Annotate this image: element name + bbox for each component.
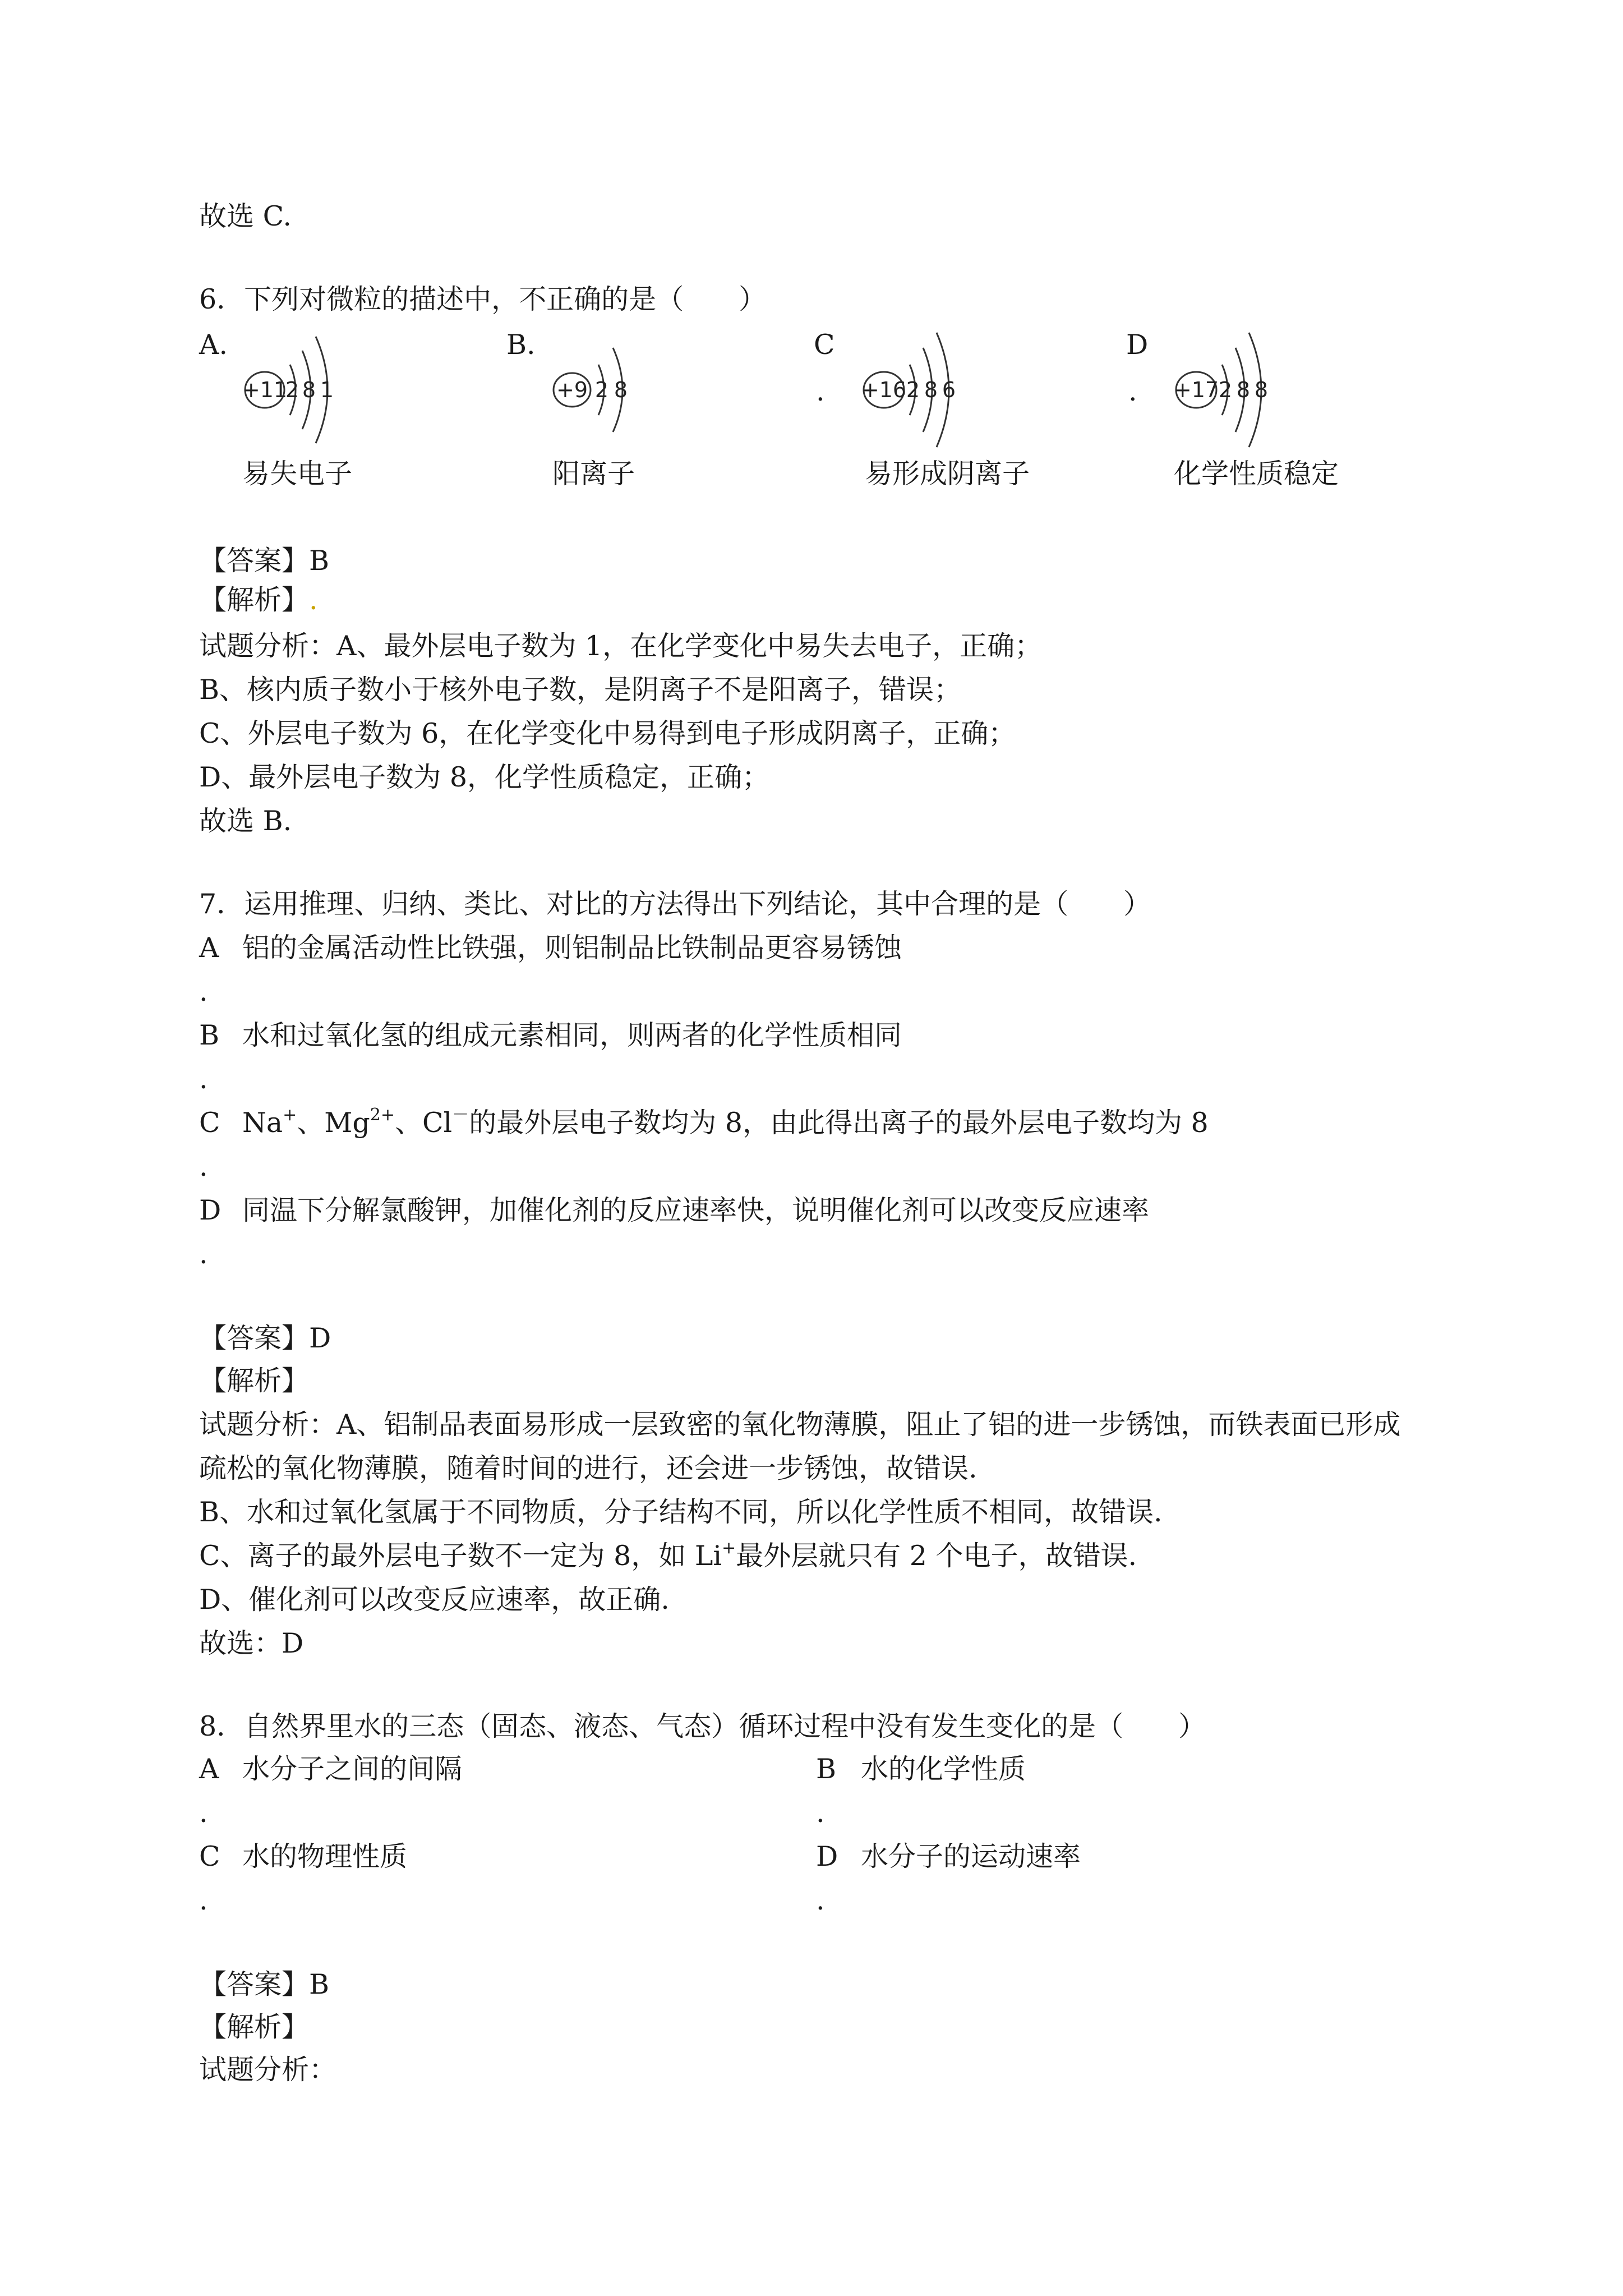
q7-option-b-dot: . <box>199 1063 208 1095</box>
q7-option-a-dot: . <box>199 976 208 1007</box>
q8-option-c-letter: C <box>199 1841 220 1872</box>
q8-option-a-dot: . <box>199 1797 208 1829</box>
q6-a-shell-1: 2 <box>285 378 299 402</box>
q7-option-b-text: 水和过氧化氢的组成元素相同，则两者的化学性质相同 <box>242 1019 902 1051</box>
q6-analysis-line-2: B、核内质子数小于核外电子数，是阴离子不是阳离子，错误； <box>199 674 962 706</box>
q7-c-cl-charge: － <box>452 1105 469 1125</box>
q6-analysis-line-3: C、外层电子数为 6，在化学变化中易得到电子形成阴离子，正确； <box>199 717 1016 749</box>
q7-answer: 【答案】D <box>199 1322 331 1354</box>
q8-option-a-text: 水分子之间的间隔 <box>242 1753 463 1785</box>
q7-analysis-line-5: 故选：D <box>199 1627 304 1659</box>
q7-c-na: Na <box>242 1107 283 1139</box>
q7-analysis-heading: 【解析】 <box>199 1365 310 1397</box>
q8-option-b-text: 水的化学性质 <box>861 1753 1026 1785</box>
q8-option-d-dot: . <box>816 1884 825 1916</box>
q7-c-cl: 、Cl <box>395 1107 453 1139</box>
q6-option-c-atom-diagram <box>857 323 986 457</box>
q6-b-nucleus: +9 <box>556 378 588 402</box>
q6-c-nucleus: +16 <box>861 378 907 402</box>
q6-d-shell-3: 8 <box>1254 378 1269 402</box>
q6-analysis-line-1: 试题分析：A、最外层电子数为 1，在化学变化中易失去电子，正确； <box>199 630 1043 662</box>
q6-option-a-letter: A. <box>199 329 228 361</box>
q6-option-c-dot: . <box>816 375 825 407</box>
q8-option-c-dot: . <box>199 1884 208 1916</box>
q6-analysis-line-4: D、最外层电子数为 8，化学性质稳定，正确； <box>199 761 770 793</box>
q7-option-d-text: 同温下分解氯酸钾，加催化剂的反应速率快，说明催化剂可以改变反应速率 <box>242 1194 1150 1226</box>
q8-option-b-dot: . <box>816 1797 825 1829</box>
q6-c-shell-3: 6 <box>942 378 956 402</box>
previous-conclusion: 故选 C. <box>199 200 292 232</box>
q6-option-c-caption: 易形成阴离子 <box>865 458 1030 490</box>
q7-analysis-line-2: 疏松的氧化物薄膜，随着时间的进行，还会进一步锈蚀，故错误. <box>199 1452 978 1484</box>
q7-option-a-text: 铝的金属活动性比铁强，则铝制品比铁制品更容易锈蚀 <box>242 932 902 964</box>
q7-analysis-c-pre: C、离子的最外层电子数不一定为 8，如 Li <box>199 1540 722 1572</box>
q6-answer: 【答案】B <box>199 545 330 577</box>
q6-a-shell-3: 1 <box>320 378 334 402</box>
q7-option-d-dot: . <box>199 1238 208 1270</box>
q7-option-d-letter: D <box>199 1194 222 1226</box>
q8-option-c-text: 水的物理性质 <box>242 1841 408 1872</box>
q6-a-shell-2: 8 <box>302 378 316 402</box>
q7-analysis-line-4: D、催化剂可以改变反应速率，故正确. <box>199 1584 670 1616</box>
q7-analysis-line-c <box>199 1539 1137 1573</box>
q7-c-mg-charge: 2+ <box>370 1105 395 1125</box>
q6-b-shell-1: 2 <box>594 378 609 402</box>
q7-c-rest: 的最外层电子数均为 8，由此得出离子的最外层电子数均为 8 <box>469 1107 1209 1139</box>
q6-option-b-atom-diagram <box>547 325 665 454</box>
q7-analysis-c-post: 最外层就只有 2 个电子，故错误. <box>736 1540 1137 1572</box>
q6-option-b-letter: B. <box>506 329 536 361</box>
q7-analysis-line-1: 试题分析：A、铝制品表面易形成一层致密的氧化物薄膜，阻止了铝的进一步锈蚀，而铁表面已形成 <box>199 1409 1401 1441</box>
q6-c-shell-2: 8 <box>924 378 938 402</box>
q6-option-d-letter: D <box>1126 329 1149 361</box>
q7-option-c-text <box>242 1106 1209 1140</box>
q8-option-d-letter: D <box>816 1841 838 1872</box>
q6-option-d-dot: . <box>1128 375 1137 407</box>
q6-analysis-mark: . <box>309 584 318 616</box>
q7-analysis-c-charge: + <box>722 1538 736 1558</box>
q6-a-nucleus: +11 <box>242 378 288 402</box>
q8-analysis-line-1: 试题分析： <box>199 2054 337 2086</box>
q6-stem: 6．下列对微粒的描述中，不正确的是（ ） <box>199 283 767 315</box>
q7-option-a-letter: A <box>199 932 219 964</box>
q6-option-d-caption: 化学性质稳定 <box>1174 458 1339 490</box>
q8-stem: 8．自然界里水的三态（固态、液态、气态）循环过程中没有发生变化的是（ ） <box>199 1710 1206 1742</box>
q6-d-nucleus: +17 <box>1173 378 1219 402</box>
q7-option-c-dot: . <box>199 1151 208 1182</box>
q6-d-shell-2: 8 <box>1236 378 1251 402</box>
q8-option-d-text: 水分子的运动速率 <box>861 1841 1081 1872</box>
q8-option-b-letter: B <box>816 1753 837 1785</box>
q7-c-na-charge: + <box>283 1105 297 1125</box>
q7-option-c-letter: C <box>199 1107 220 1139</box>
q6-option-d-atom-diagram <box>1169 323 1298 457</box>
q7-analysis-line-3: B、水和过氧化氢属于不同物质，分子结构不同，所以化学性质不相同，故错误. <box>199 1496 1163 1528</box>
q6-option-a-caption: 易失电子 <box>242 458 353 490</box>
q6-analysis-heading <box>199 583 318 617</box>
q7-stem: 7．运用推理、归纳、类比、对比的方法得出下列结论，其中合理的是（ ） <box>199 888 1151 920</box>
q6-option-c-letter: C <box>814 329 835 361</box>
q6-analysis-line-5: 故选 B. <box>199 805 292 837</box>
q6-option-b-caption: 阳离子 <box>552 458 635 490</box>
q6-c-shell-1: 2 <box>906 378 920 402</box>
q6-analysis-heading-text: 【解析】 <box>199 584 310 616</box>
q6-option-a-atom-diagram <box>238 325 367 454</box>
q8-analysis-heading: 【解析】 <box>199 2011 310 2043</box>
q8-answer: 【答案】B <box>199 1968 330 2000</box>
q7-option-b-letter: B <box>199 1019 220 1051</box>
q7-c-mg: 、Mg <box>297 1107 370 1139</box>
q6-b-shell-2: 8 <box>614 378 628 402</box>
q8-option-a-letter: A <box>199 1753 219 1785</box>
q6-d-shell-1: 2 <box>1218 378 1233 402</box>
